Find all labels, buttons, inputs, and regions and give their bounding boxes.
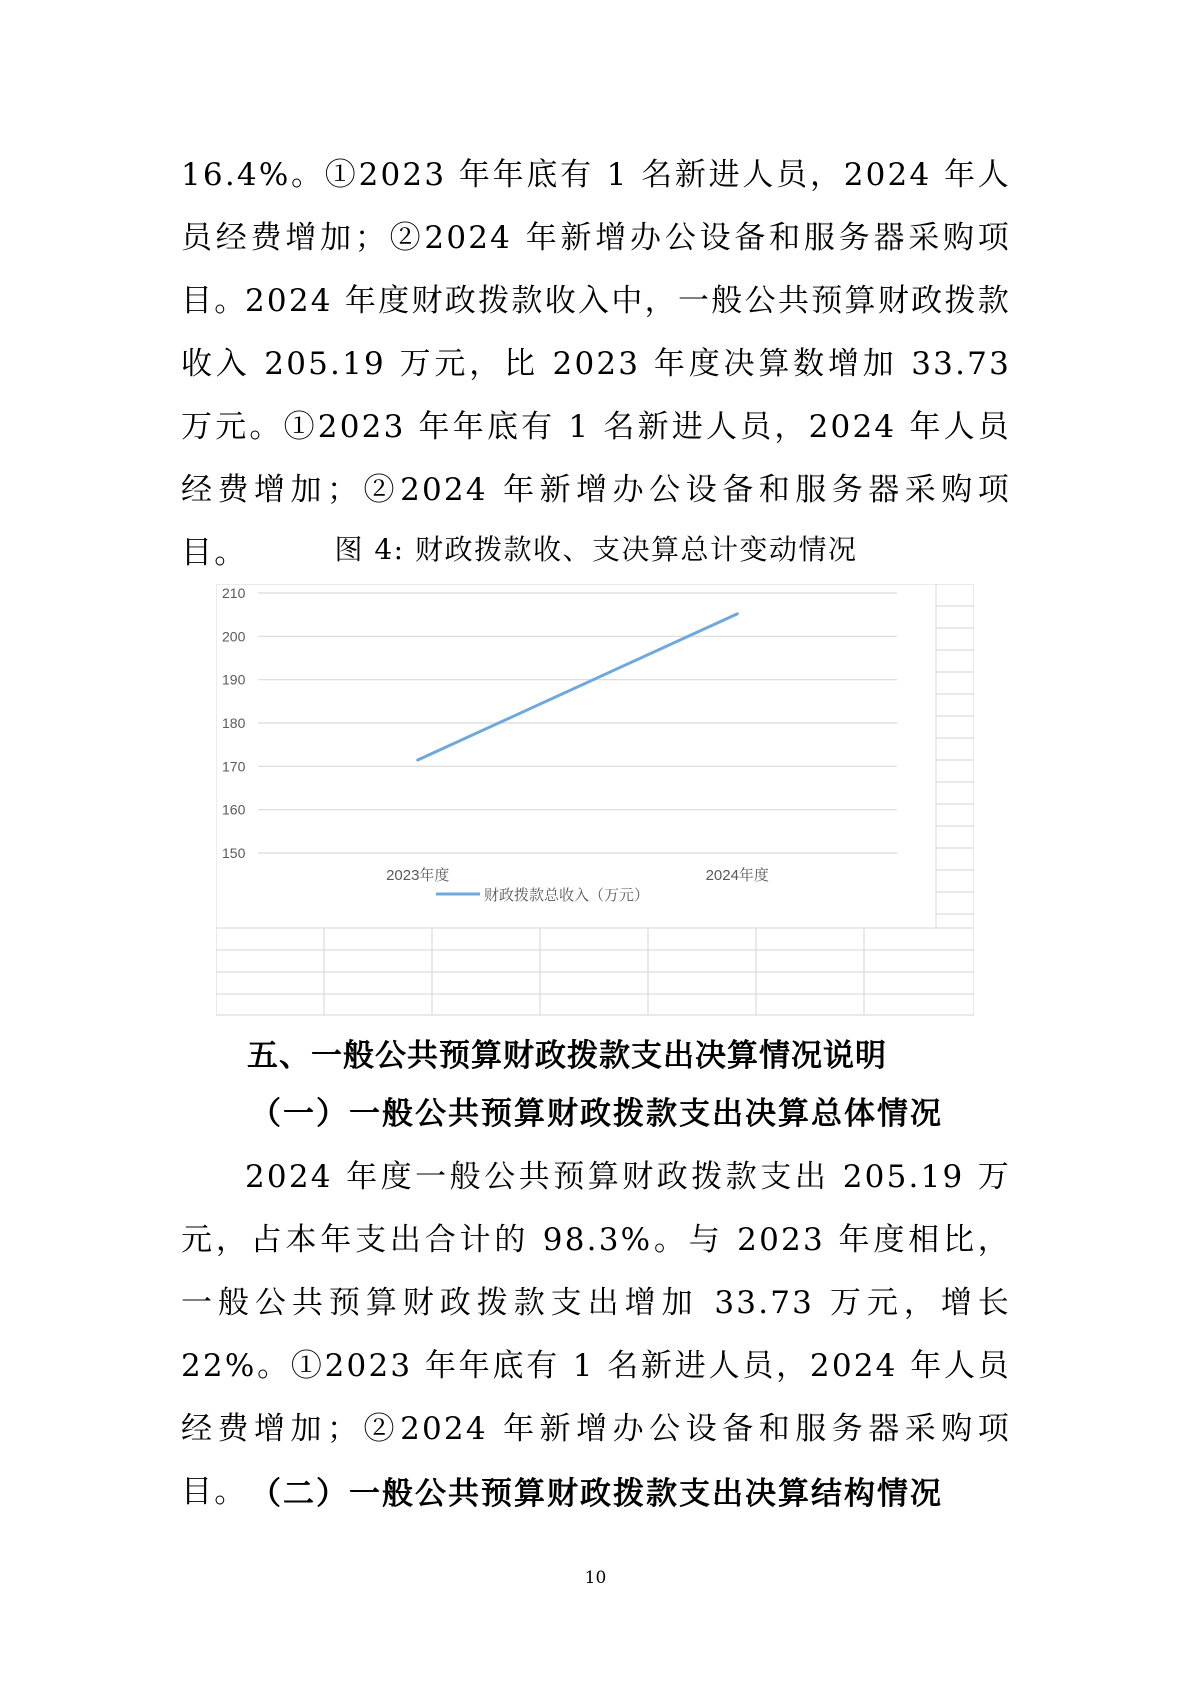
section-heading: 五、一般公共预算财政拨款支出决算情况说明 (247, 1038, 887, 1074)
y-tick-label-180: 180 (222, 715, 246, 731)
y-tick-label-210: 210 (222, 585, 246, 601)
y-tick-label-160: 160 (222, 801, 246, 818)
subsection-heading-overall: （一）一般公共预算财政拨款支出决算总体情况 (250, 1096, 943, 1132)
y-tick-label-200: 200 (222, 628, 246, 645)
line-chart-svg (216, 584, 974, 1016)
legend-label-0: 财政拨款总收入（万元） (484, 887, 650, 904)
y-tick-label-190: 190 (222, 671, 246, 688)
subsection-heading-structure: （二）一般公共预算财政拨款支出决算结构情况 (250, 1476, 943, 1512)
figure-caption: 图 4: 财政拨款收、支决算总计变动情况 (334, 533, 858, 566)
paragraph-intro-continued: 16.4%。①2023 年年底有 1 名新进人员，2024 年人员经费增加；②2024 年新增办公设备和服务器采购项目。 (181, 157, 1011, 319)
chart-frame (216, 584, 936, 928)
page-number: 10 (584, 1568, 607, 1588)
y-tick-label-150: 150 (222, 845, 246, 861)
line-chart (216, 584, 974, 1016)
x-tick-label-1: 2024年度 (705, 867, 769, 884)
y-tick-label-170: 170 (222, 758, 246, 775)
paragraph-revenue: 2024 年度财政拨款收入中，一般公共预算财政拨款收入 205.19 万元，比 2023 年度决算数增加 33.73 万元。①2023 年年底有 1 名新进人员，2024 年人员经费增加；②2024 年新增办公设备和服务器采购项目。 (181, 283, 1011, 571)
x-tick-label-0: 2023年度 (386, 867, 450, 884)
paragraph-expenditure: 2024 年度一般公共预算财政拨款支出 205.19 万元，占本年支出合计的 98.3%。与 2023 年度相比，一般公共预算财政拨款支出增加 33.73 万元，增长 22%。①2023 年年底有 1 名新进人员，2024 年人员经费增加；②2024 年新增办公设备和服务器采购项目。 (181, 1159, 1011, 1510)
